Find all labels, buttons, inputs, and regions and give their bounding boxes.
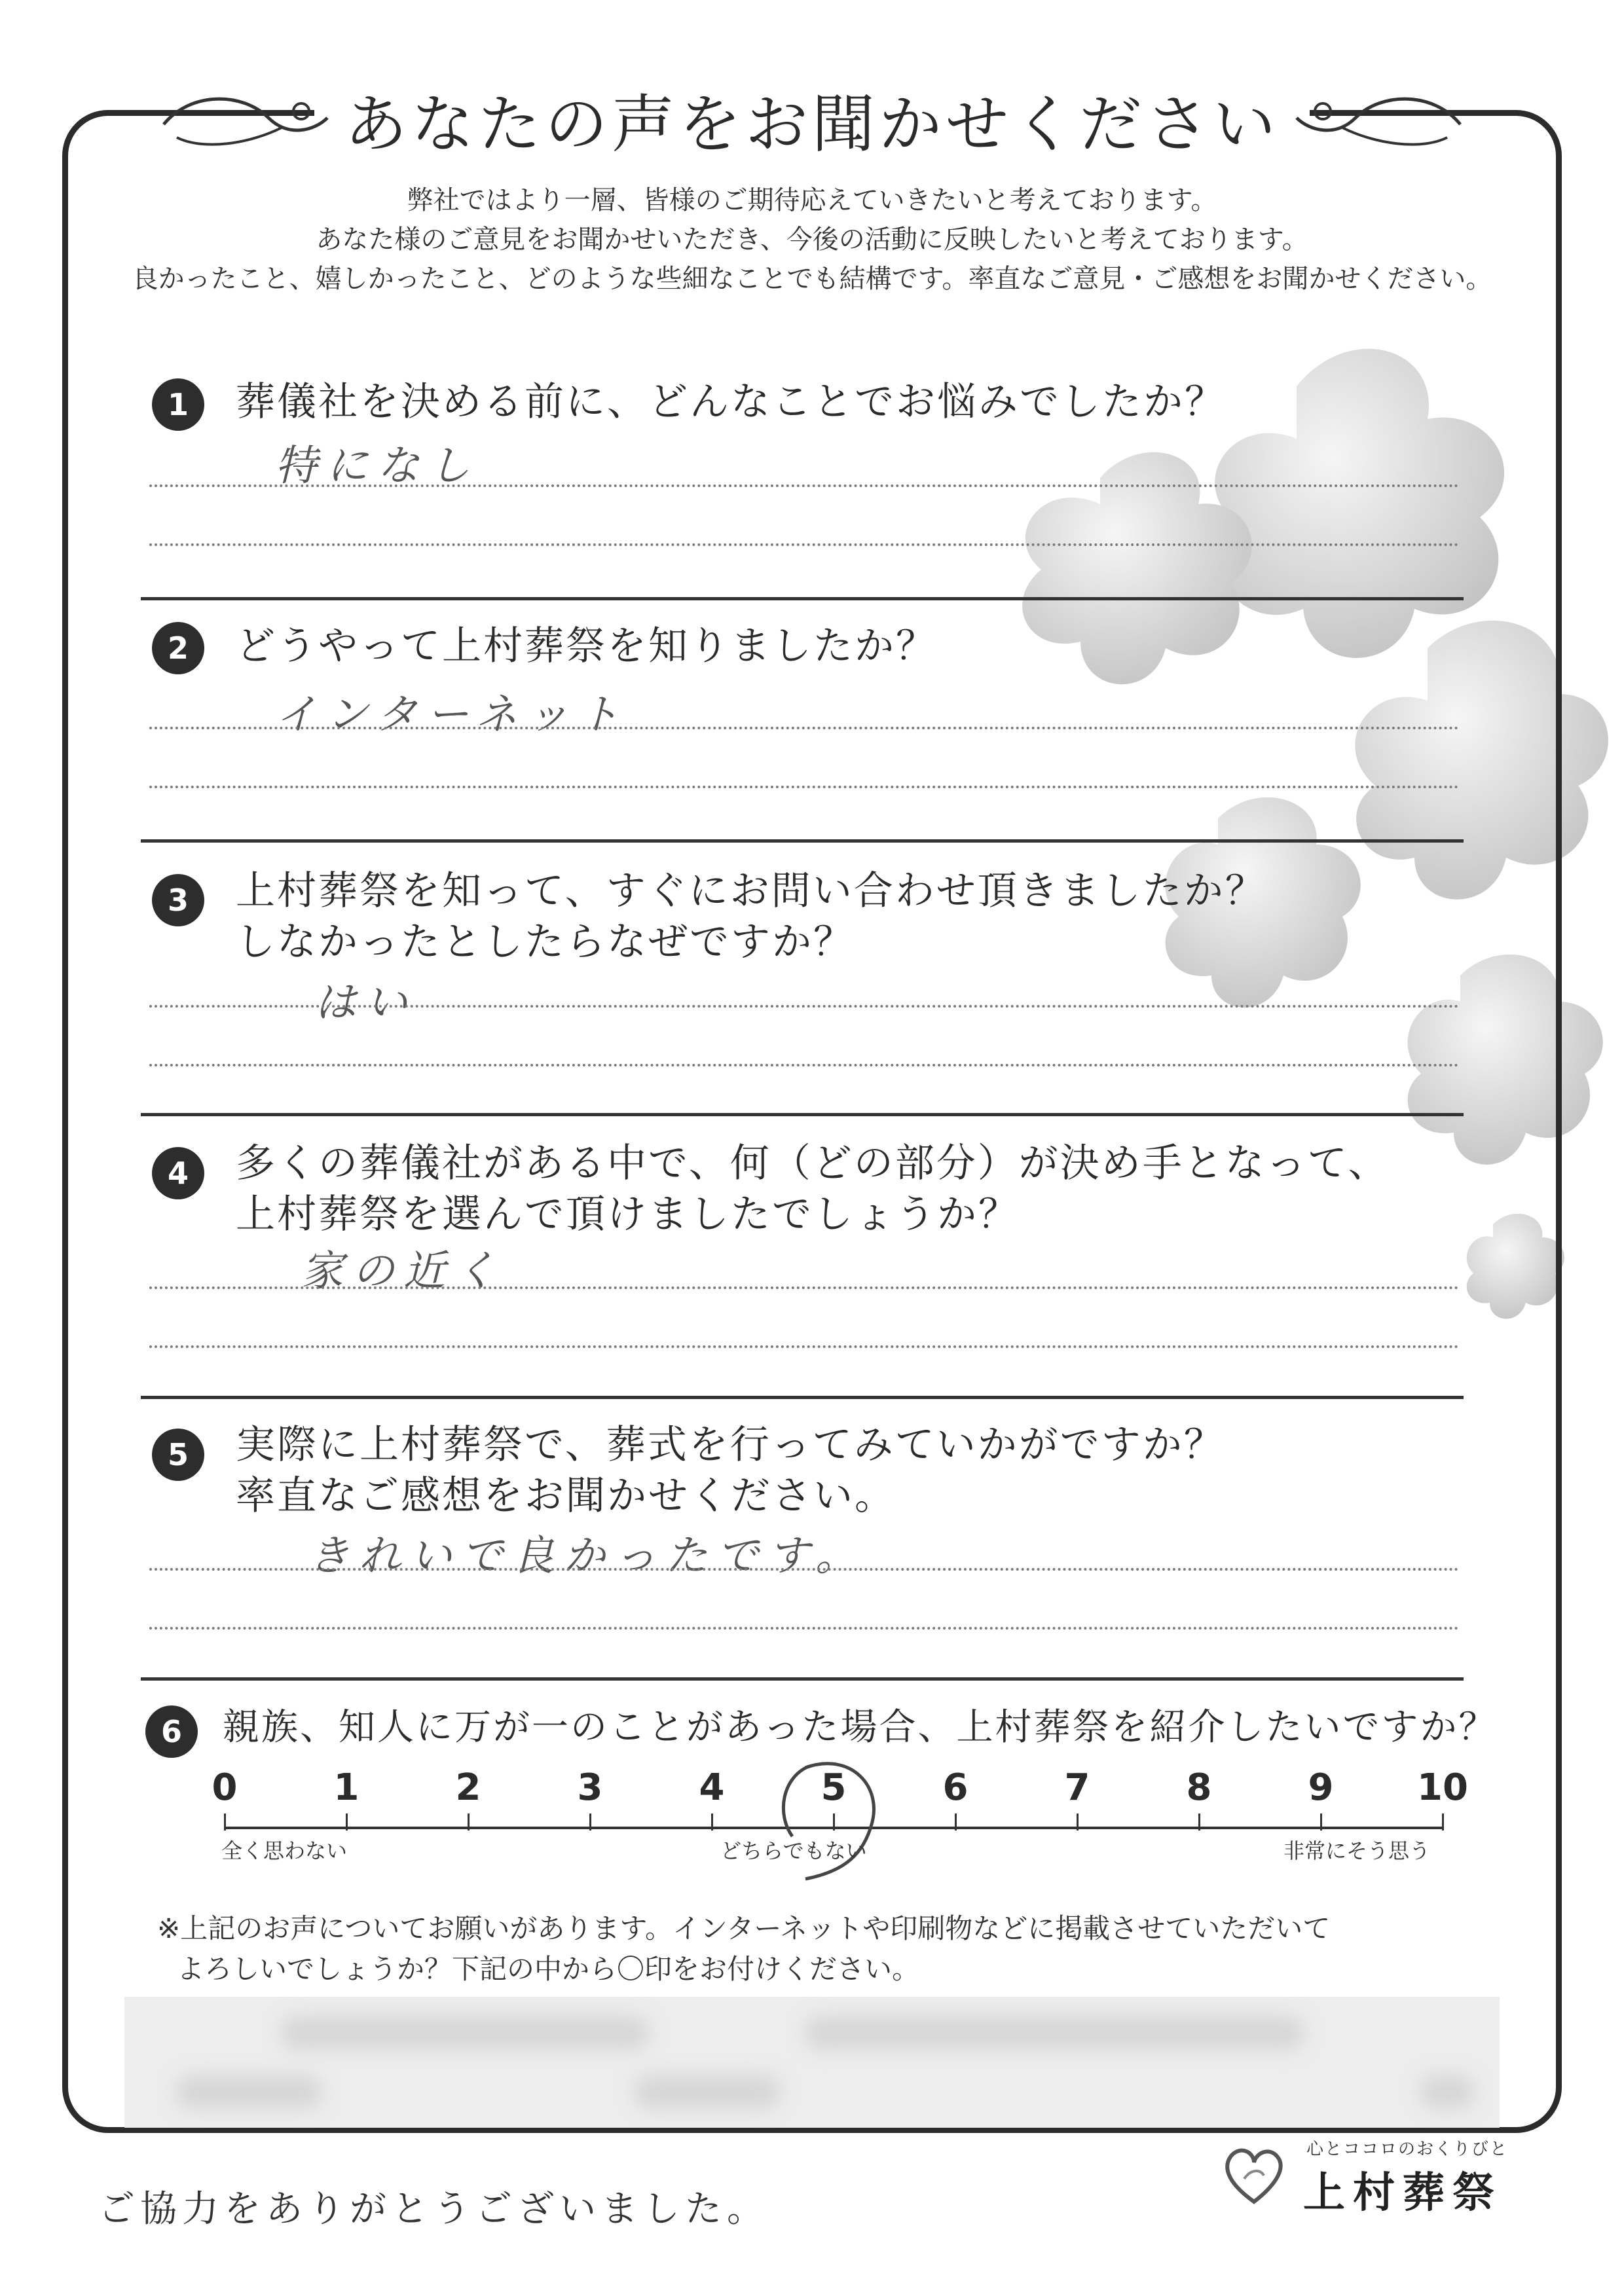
scale-tick — [1320, 1813, 1322, 1831]
scale-number-3: 3 — [577, 1766, 603, 1809]
scale-tick — [1442, 1813, 1444, 1831]
answer-line — [149, 484, 1459, 487]
redacted-option — [282, 2016, 648, 2049]
section-divider — [141, 839, 1464, 843]
question-6-number: 6 — [145, 1705, 198, 1758]
scale-number-4: 4 — [699, 1766, 725, 1809]
question-3-text-line-1: 上村葬祭を知って、すぐにお問い合わせ頂きましたか？ — [236, 868, 1266, 914]
consent-note-line-1: ※上記のお声についてお願いがあります。インターネットや印刷物などに掲載させていただいて — [157, 1912, 1331, 1944]
scale-number-6: 6 — [942, 1766, 969, 1809]
right-flourish-ornament — [1290, 79, 1473, 157]
answer-line — [149, 1064, 1459, 1066]
answer-line — [149, 1286, 1459, 1289]
section-divider — [141, 1396, 1464, 1399]
answer-line — [149, 1005, 1459, 1008]
answer-line — [149, 727, 1459, 729]
heart-logo-icon — [1218, 2140, 1290, 2212]
scale-label-neutral: どちらでもない — [720, 1838, 867, 1863]
page-title: あなたの声をお聞かせください — [344, 88, 1280, 161]
answer-line — [149, 1568, 1459, 1571]
section-divider — [141, 1113, 1464, 1116]
consent-options-redacted — [124, 1997, 1500, 2128]
question-4-number: 4 — [152, 1147, 204, 1199]
answer-line — [149, 1627, 1459, 1630]
question-4-answer: 家の近く — [301, 1247, 506, 1296]
redacted-option — [1421, 2075, 1473, 2108]
consent-note-line-2: よろしいでしょうか？下記の中から〇印をお付けください。 — [177, 1953, 920, 1985]
intro-line-1: 弊社ではより一層、皆様のご期待応えていきたいと考えております。 — [407, 185, 1217, 215]
section-divider — [141, 597, 1464, 600]
scale-number-2: 2 — [455, 1766, 481, 1809]
question-1-answer: 特になし — [275, 442, 479, 490]
scale-number-5: 5 — [821, 1766, 847, 1809]
question-3-answer: はい — [314, 979, 416, 1027]
question-5-text-line-2: 率直なご感想をお聞かせください。 — [236, 1473, 896, 1519]
title-area — [314, 85, 1310, 164]
answer-line — [149, 1345, 1459, 1348]
scale-number-7: 7 — [1064, 1766, 1090, 1809]
scale-tick — [224, 1813, 226, 1831]
brand-logo — [1211, 2128, 1526, 2219]
intro-line-2: あなた様のご意見をお聞かせいただき、今後の活動に反映したいと考えております。 — [316, 225, 1308, 255]
question-2-answer: インターネット — [275, 691, 629, 739]
question-4-text-line-1: 多くの葬儀社がある中で、何（どの部分）が決め手となって、 — [236, 1140, 1390, 1186]
question-2-number: 2 — [152, 622, 204, 674]
scale-label-high: 非常にそう思う — [1283, 1838, 1431, 1863]
question-5-text-line-1: 実際に上村葬祭で、葬式を行ってみていかがですか？ — [236, 1422, 1225, 1468]
brand-name: 上村葬祭 — [1303, 2169, 1502, 2217]
scale-number-8: 8 — [1186, 1766, 1212, 1809]
scale-tick — [346, 1813, 348, 1831]
question-4-text-line-2: 上村葬祭を選んで頂けましたでしょうか？ — [236, 1192, 1020, 1237]
thank-you-message: ご協力をありがとうございました。 — [98, 2188, 769, 2231]
scale-number-1: 1 — [333, 1766, 360, 1809]
scale-number-9: 9 — [1308, 1766, 1334, 1809]
scale-tick — [1198, 1813, 1200, 1831]
answer-line — [149, 786, 1459, 788]
redacted-option — [805, 2016, 1303, 2049]
question-5-answer: きれいで良かったです。 — [308, 1532, 866, 1580]
question-3-text-line-2: しなかったとしたらなぜですか？ — [236, 919, 855, 965]
question-2-text: どうやって上村葬祭を知りましたか？ — [236, 623, 937, 669]
scale-tick — [1077, 1813, 1079, 1831]
scale-tick — [468, 1813, 470, 1831]
left-flourish-ornament — [151, 79, 334, 157]
scale-number-0: 0 — [212, 1766, 238, 1809]
scale-tick — [589, 1813, 591, 1831]
redacted-option — [635, 2075, 779, 2108]
scale-tick — [955, 1813, 957, 1831]
question-1-number: 1 — [152, 378, 204, 431]
intro-line-3: 良かったこと、嬉しかったこと、どのような些細なことでも結構です。率直なご意見・ご感想をお聞かせください。 — [132, 264, 1492, 294]
redacted-option — [177, 2075, 321, 2108]
answer-line — [149, 543, 1459, 546]
brand-tagline: 心とココロのおくりびと — [1306, 2140, 1509, 2159]
question-3-number: 3 — [152, 874, 204, 926]
scale-label-low: 全く思わない — [221, 1838, 348, 1863]
selected-circle-mark — [766, 1755, 884, 1886]
section-divider — [141, 1677, 1464, 1681]
scale-tick — [711, 1813, 713, 1831]
question-6-text: 親族、知人に万が一のことがあった場合、上村葬祭を紹介したいですか？ — [223, 1706, 1498, 1749]
question-5-number: 5 — [152, 1429, 204, 1481]
scale-number-10: 10 — [1417, 1766, 1468, 1809]
question-1-text: 葬儀社を決める前に、どんなことでお悩みでしたか？ — [236, 379, 1226, 425]
